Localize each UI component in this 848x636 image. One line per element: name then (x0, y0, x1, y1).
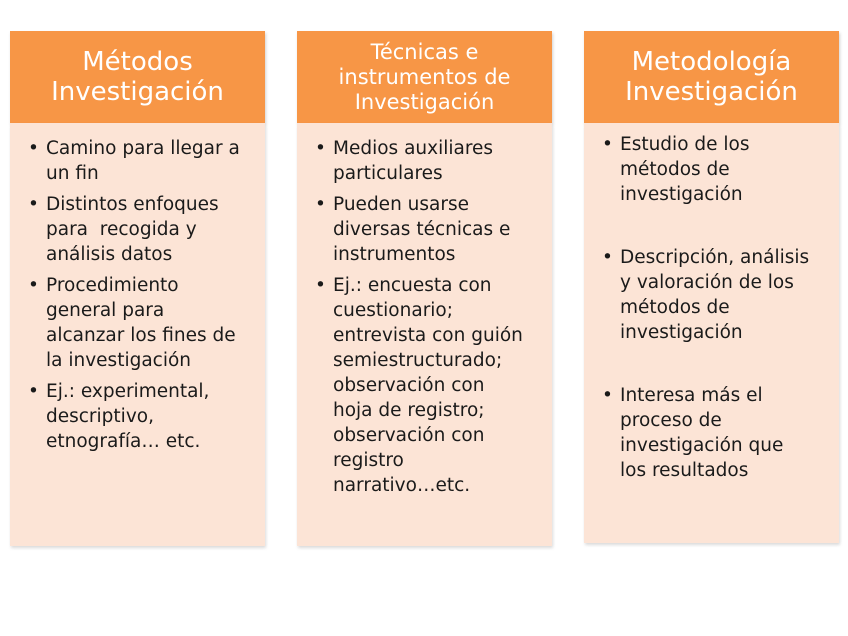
list-item (311, 273, 544, 498)
item-line: alcanzar los fines de (46, 325, 236, 346)
item-line: para recogida y (46, 219, 197, 240)
item-line: • Ej.: encuesta con (333, 275, 492, 296)
list-item (598, 132, 831, 207)
list-item (24, 273, 257, 373)
item-line: • Medios auxiliares (333, 138, 494, 159)
item-line: • Distintos enfoques (46, 194, 219, 215)
header-line: Técnicas e (370, 39, 479, 64)
column-body-tecnicas (297, 123, 552, 546)
item-line: métodos de (620, 159, 730, 180)
item-line: la investigación (46, 350, 192, 371)
column-body-metodos (10, 123, 265, 546)
item-line: investigación (620, 184, 743, 205)
item-line: • Descripción, análisis (620, 247, 810, 268)
list-item (311, 192, 544, 267)
item-line: particulares (333, 163, 443, 184)
item-line: y valoración de los (620, 272, 794, 293)
item-line: narrativo…etc. (333, 475, 471, 496)
header-line: Investigación (625, 77, 798, 107)
list-item (598, 245, 831, 345)
list-item (598, 383, 831, 483)
item-line: métodos de (620, 297, 730, 318)
item-line: • Pueden usarse (333, 194, 469, 215)
item-line: hoja de registro; (333, 400, 485, 421)
item-line: semiestructurado; (333, 350, 503, 371)
column-header-metodologia (584, 31, 839, 123)
list-item (311, 136, 544, 186)
item-line: observación con (333, 425, 485, 446)
item-line: entrevista con guión (333, 325, 523, 346)
item-line: instrumentos (333, 244, 456, 265)
header-line: Métodos (82, 47, 193, 77)
column-body-metodologia (584, 123, 839, 543)
item-line: • Camino para llegar a (46, 138, 240, 159)
item-line: registro (333, 450, 404, 471)
item-line: descriptivo, (46, 406, 154, 427)
item-line: investigación (620, 322, 743, 343)
column-header-metodos (10, 31, 265, 123)
item-line: general para (46, 300, 165, 321)
item-line: proceso de (620, 410, 722, 431)
item-line: diversas técnicas e (333, 219, 511, 240)
bullet-list (10, 123, 265, 454)
bullet-list (584, 123, 839, 483)
item-line: cuestionario; (333, 300, 453, 321)
header-line: Investigación (354, 89, 495, 114)
item-line: observación con (333, 375, 485, 396)
list-item (24, 379, 257, 454)
item-line: • Interesa más el (620, 385, 763, 406)
bullet-list (297, 123, 552, 498)
header-line: instrumentos de (338, 64, 511, 89)
item-line: • Ej.: experimental, (46, 381, 210, 402)
item-line: • Estudio de los (620, 134, 750, 155)
item-line: los resultados (620, 460, 749, 481)
item-line: • Procedimiento (46, 275, 179, 296)
header-line: Investigación (51, 77, 224, 107)
list-item (24, 136, 257, 186)
list-item (24, 192, 257, 267)
header-line: Metodología (631, 47, 792, 77)
column-header-tecnicas (297, 31, 552, 123)
item-line: análisis datos (46, 244, 173, 265)
item-line: un fin (46, 163, 99, 184)
item-line: etnografía… etc. (46, 431, 201, 452)
item-line: investigación que (620, 435, 784, 456)
